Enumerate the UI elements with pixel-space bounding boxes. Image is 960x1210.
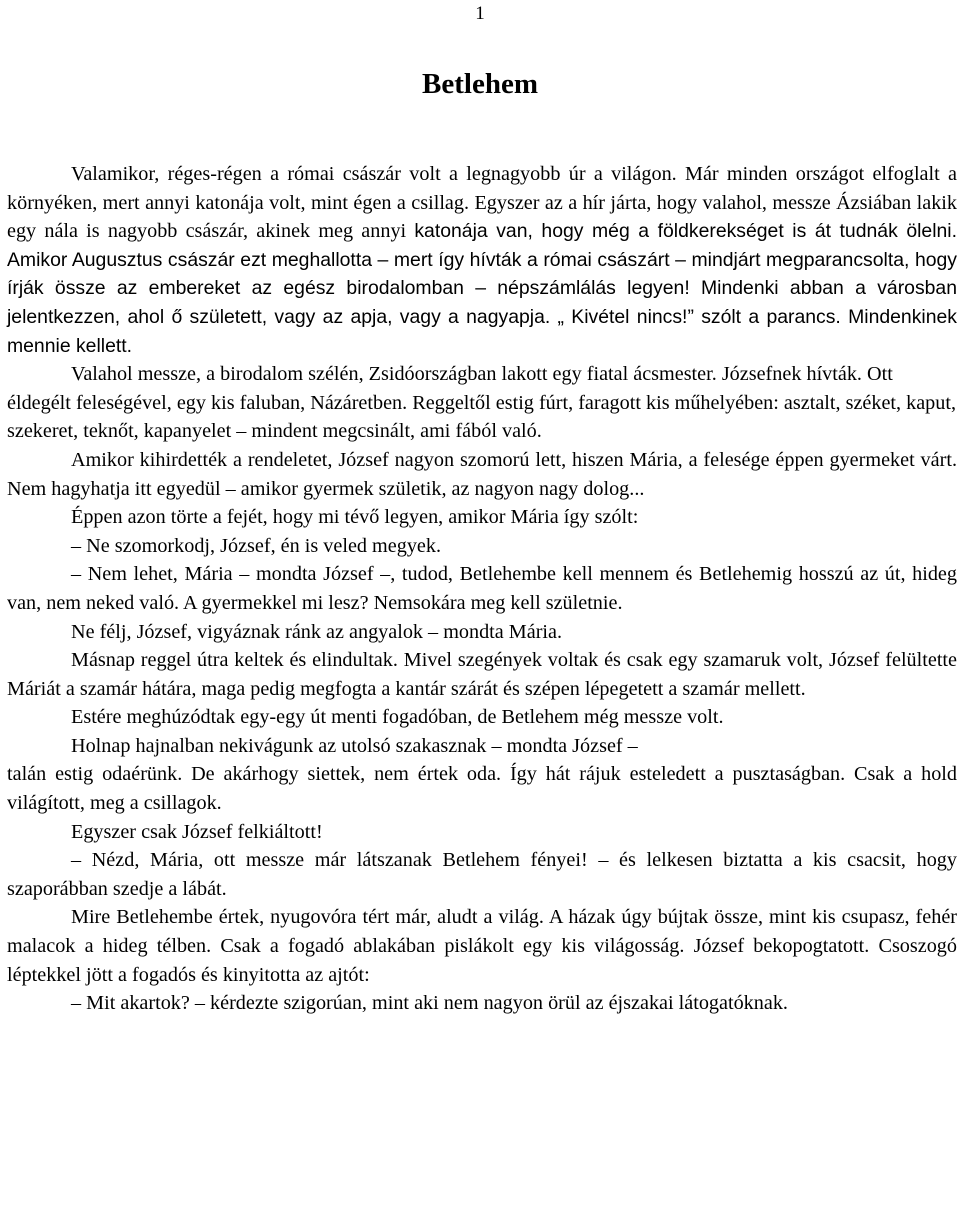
paragraph-1 [7, 160, 957, 360]
paragraph-6: – Nem lehet, Mária – mondta József –, tudod, Betlehembe kell mennem és Betlehemig hosszú az út, hideg van, nem neked való. A gyermekkel mi lesz? Nemsokára meg kell születnie. [7, 563, 957, 614]
paragraph-2: Valahol messze, a birodalom szélén, Zsidóországban lakott egy fiatal ácsmester. Józsefnek hívták. Ott éldegélt feleségével, egy kis faluban, Názáretben. Reggeltől estig fúrt, faragott kis műhelyében: asztalt, széket, kaput, szekeret, teknőt, kapanyelet – mindent megcsinált, ami fából való. [7, 363, 957, 443]
paragraph-8: Másnap reggel útra keltek és elindultak. Mivel szegények voltak és csak egy szamaruk volt, József felültette Máriát a szamár hátára, maga pedig megfogta a kantár szárát és szépen lépegetett a szamár mellett. [7, 649, 957, 700]
paragraph-11: talán estig odaérünk. De akárhogy siettek, nem értek oda. Így hát rájuk esteledett a pusztaságban. Csak a hold világított, meg a csillagok. [7, 763, 957, 815]
document-title: Betlehem [422, 68, 538, 100]
paragraph-13: – Nézd, Mária, ott messze már látszanak Betlehem fényei! – és lelkesen biztatta a kis csacsit, hogy szaporábban szedje a lábát. [7, 849, 957, 900]
page-number: 1 [475, 3, 485, 24]
paragraph-3: Amikor kihirdették a rendeletet, József nagyon szomorú lett, hiszen Mária, a felesége éppen gyermeket várt. Nem hagyhatja itt egyedül – amikor gyermek születik, az nagyon nagy dolog... [7, 448, 957, 500]
story-body [7, 160, 957, 1018]
paragraph-12: Egyszer csak József felkiáltott! [71, 820, 323, 843]
paragraph-5: – Ne szomorkodj, József, én is veled megyek. [71, 534, 442, 557]
paragraph-9: Estére meghúzódtak egy-egy út menti fogadóban, de Betlehem még messze volt. [71, 706, 724, 729]
paragraph-14: Mire Betlehembe értek, nyugovóra tért már, aludt a világ. A házak úgy bújtak össze, mint kis csupasz, fehér malacok a hideg télben. Csak a fogadó ablakában pislákolt egy kis világosság. József bekopogtatott. Csoszogó léptekkel jött a fogadós és kinyitotta az ajtót: [7, 906, 957, 986]
paragraph-10: Holnap hajnalban nekivágunk az utolsó szakasznak – mondta József – [71, 734, 638, 757]
paragraph-7: Ne félj, József, vigyáznak ránk az angyalok – mondta Mária. [71, 620, 563, 643]
paragraph-15: – Mit akartok? – kérdezte szigorúan, mint aki nem nagyon örül az éjszakai látogatóknak. [71, 992, 788, 1015]
paragraph-4: Éppen azon törte a fejét, hogy mi tévő legyen, amikor Mária így szólt: [71, 506, 639, 529]
paragraph-1-sans-text: katonája van, hogy még a földkerekséget is át tudnák ölelni. Amikor Augusztus császár ezt meghallotta – mert így hívták a római császárt – mindjárt megparancsolta, hogy írják össze az embereket az egész birodalomban – népszámlálás legyen! Mindenki abban a városban jelentkezzen, ahol ő született, vagy az apja, vagy a nagyapja. „ Kivétel nincs!” szólt a parancs. Mindenkinek mennie kellett. [7, 220, 957, 357]
paragraph-1-serif-text: Valamikor, réges-régen a római császár volt a legnagyobb úr a világon. Már minden országot elfoglalt a környéken, mert annyi katonája volt, mint égen a csillag. Egyszer az a hír járta, hogy valahol, messze Ázsiában lakik egy nála is nagyobb császár, akinek meg annyi [7, 163, 957, 243]
